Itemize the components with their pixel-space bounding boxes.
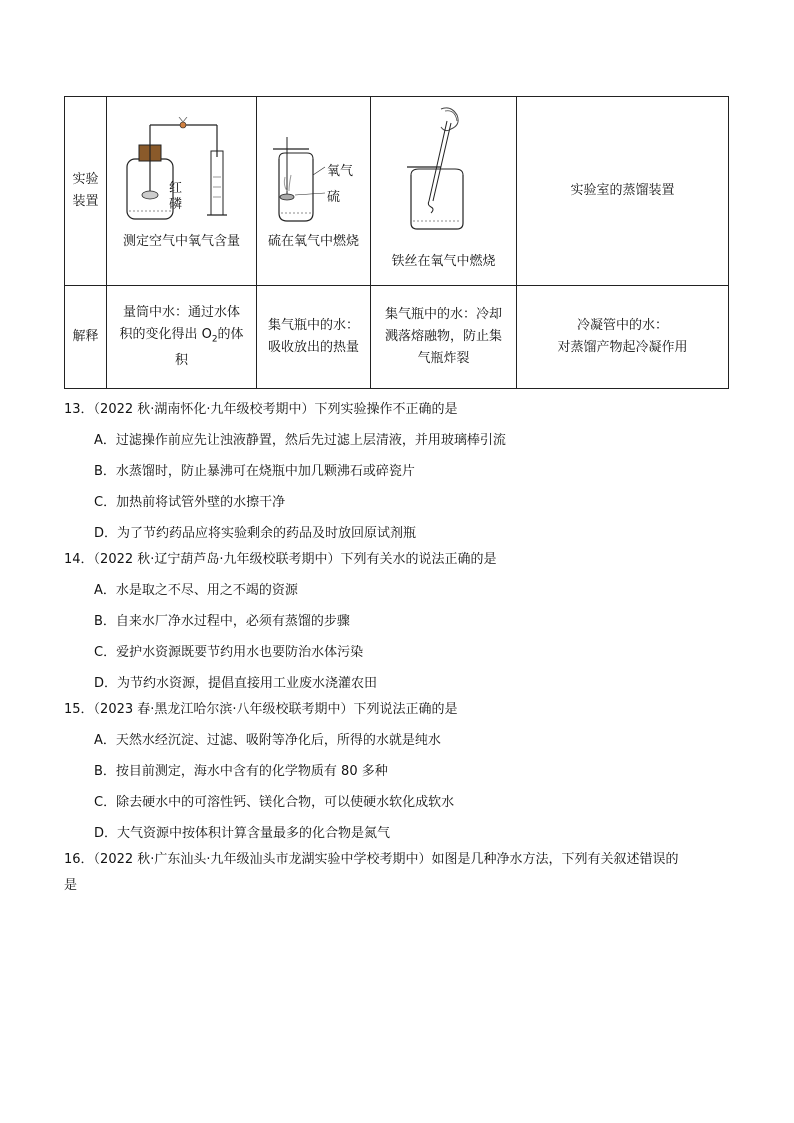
option-a[interactable]: A．天然水经沉淀、过滤、吸附等净化后，所得的水就是纯水	[94, 733, 441, 748]
option-d[interactable]: D．为了节约药品应将实验剩余的药品及时放回原试剂瓶	[94, 526, 417, 541]
apparatus-iron-burning	[371, 97, 517, 286]
apparatus-sulfur-burning	[257, 97, 371, 286]
apparatus-distillation	[517, 97, 729, 286]
option-d[interactable]: D．大气资源中按体积计算含量最多的化合物是氮气	[94, 826, 391, 841]
question-stem: 14．（2022 秋·辽宁葫芦岛·九年级校联考期中）下列有关水的说法正确的是	[64, 552, 497, 567]
question-14	[64, 550, 744, 694]
question-list	[64, 396, 744, 902]
option-c[interactable]: C．加热前将试管外壁的水擦干净	[94, 495, 286, 510]
option-c[interactable]: C．除去硬水中的可溶性钙、镁化合物，可以使硬水软化成软水	[94, 795, 455, 810]
option-c[interactable]: C．爱护水资源既要节约用水也要防治水体污染	[94, 645, 364, 660]
option-a[interactable]: A．水是取之不尽、用之不竭的资源	[94, 583, 298, 598]
question-16	[64, 850, 744, 896]
option-b[interactable]: B．按目前测定，海水中含有的化学物质有 80 多种	[94, 764, 388, 779]
caption-oxygen-content: 测定空气中氧气含量	[122, 234, 240, 249]
explanation-oxygen-content: 量筒中水：通过水体 积的变化得出 $O_2$的体 积	[107, 286, 257, 389]
label-oxygen: 氧气	[327, 164, 354, 179]
question-stem: 13．（2022 秋·湖南怀化·九年级校考期中）下列实验操作不正确的是	[64, 402, 458, 417]
question-stem-continuation: 是	[64, 878, 78, 893]
question-13	[64, 400, 744, 544]
apparatus-header: 实验 装置	[65, 97, 107, 286]
caption-distillation: 实验室的蒸馏装置	[570, 183, 675, 198]
option-b[interactable]: B．水蒸馏时，防止暴沸可在烧瓶中加几颗沸石或碎瓷片	[94, 464, 415, 479]
apparatus-oxygen-content	[107, 97, 257, 286]
apparatus-row	[65, 97, 729, 286]
explanation-header: 解释	[65, 286, 107, 389]
iron-burning-apparatus-drawing	[401, 105, 491, 235]
label-red-phosphorus: 红 磷	[169, 181, 183, 212]
explanation-distillation: 冷凝管中的水： 对蒸馏产物起冷凝作用	[517, 286, 729, 389]
question-stem: 15．（2023 春·黑龙江哈尔滨·八年级校联考期中）下列说法正确的是	[64, 702, 458, 717]
explanation-row	[65, 286, 729, 389]
question-stem: 16．（2022 秋·广东汕头·九年级汕头市龙湖实验中学校考期中）如图是几种净水方法，下列有关叙述错误的	[64, 852, 679, 867]
option-d[interactable]: D．为节约水资源，提倡直接用工业废水浇灌农田	[94, 676, 378, 691]
oxygen-content-apparatus-drawing	[113, 117, 253, 237]
label-sulfur: 硫	[327, 190, 341, 205]
caption-sulfur-burning: 硫在氧气中燃烧	[267, 234, 359, 249]
experiment-table	[64, 96, 729, 389]
explanation-iron-burning: 集气瓶中的水：冷却 溅落熔融物，防止集 气瓶炸裂	[371, 286, 517, 389]
question-15	[64, 700, 744, 844]
option-b[interactable]: B．自来水厂净水过程中，必须有蒸馏的步骤	[94, 614, 350, 629]
explanation-sulfur-burning: 集气瓶中的水： 吸收放出的热量	[257, 286, 371, 389]
option-a[interactable]: A．过滤操作前应先让浊液静置，然后先过滤上层清液，并用玻璃棒引流	[94, 433, 506, 448]
caption-iron-burning: 铁丝在氧气中燃烧	[391, 254, 496, 269]
